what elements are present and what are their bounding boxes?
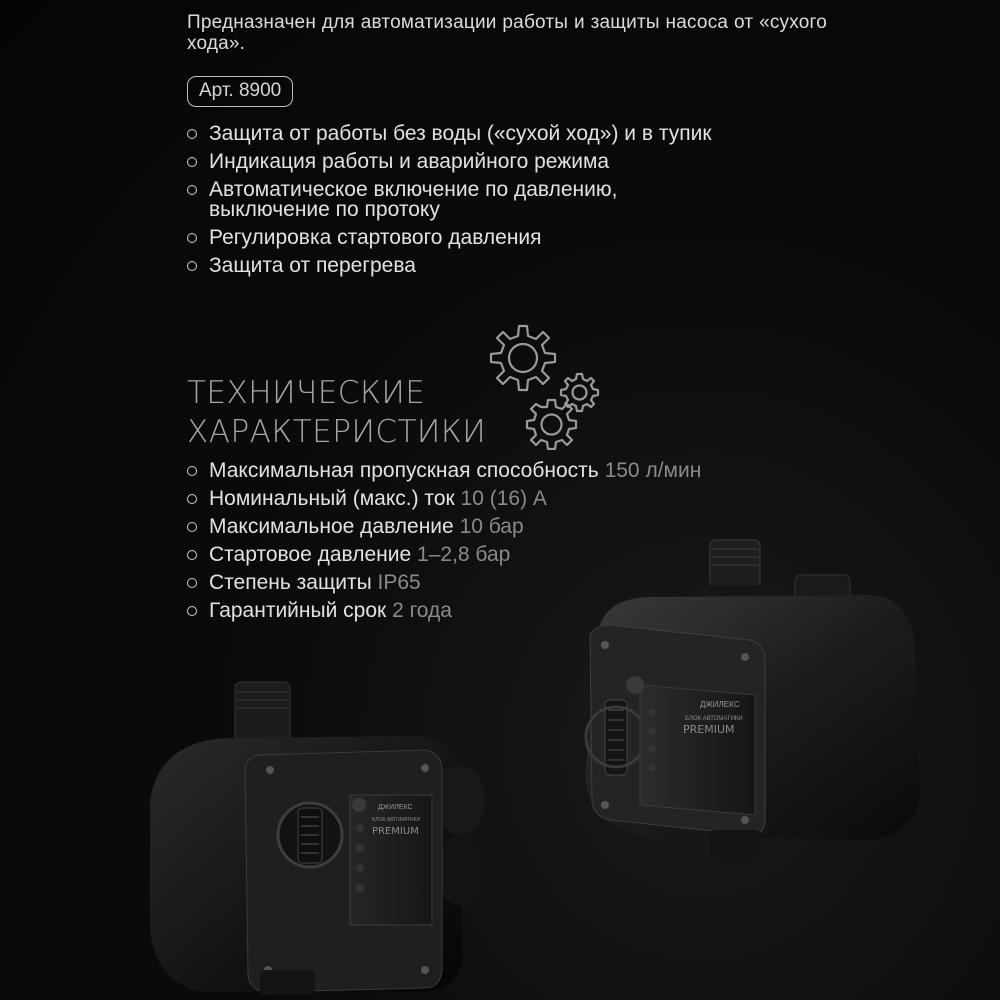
specs-title <box>187 374 486 452</box>
feature-text: Автоматическое включение по давлению, выключение по протоку <box>209 178 618 221</box>
bullet-icon <box>187 606 197 616</box>
product-image-front <box>140 670 500 995</box>
gears-icon <box>478 318 608 450</box>
bullet-icon <box>187 494 197 504</box>
bullet-icon <box>187 522 197 532</box>
bullet-icon <box>187 233 197 243</box>
spec-label: Гарантийный срок <box>209 599 387 622</box>
spec-row <box>187 517 701 537</box>
spec-value: 10 бар <box>459 515 524 538</box>
svg-text:ДЖИЛЕКС: ДЖИЛЕКС <box>378 804 413 811</box>
feature-text: Индикация работы и аварийного режима <box>209 150 610 173</box>
list-item <box>187 152 712 172</box>
spec-label: Номинальный (макс.) ток <box>209 487 455 510</box>
feature-text: Защита от перегрева <box>209 254 416 277</box>
model-label: БЛОК АВТОМАТИКИ <box>685 716 743 722</box>
bullet-icon <box>187 578 197 588</box>
bullet-icon <box>187 466 197 476</box>
spec-value: 10 (16) А <box>460 487 547 510</box>
spec-value: 1–2,8 бар <box>417 543 511 566</box>
intro-text: Предназначен для автоматизации работы и защиты насоса от «сухого хода». <box>187 12 827 54</box>
product-image-back <box>570 535 990 865</box>
list-item <box>187 256 712 276</box>
bullet-icon <box>187 550 197 560</box>
svg-text:БЛОК АВТОМАТИКИ: БЛОК АВТОМАТИКИ <box>372 817 421 823</box>
list-item <box>187 180 709 220</box>
specs-title-line: ТЕХНИЧЕСКИЕ <box>187 375 426 411</box>
article-badge: Арт. 8900 <box>187 76 293 107</box>
model-label: PREMIUM <box>683 723 735 736</box>
spec-value: 2 года <box>392 599 452 622</box>
feature-text: Регулировка стартового давления <box>209 226 542 249</box>
bullet-icon <box>187 261 197 271</box>
list-item <box>187 228 712 248</box>
bullet-icon <box>187 185 197 195</box>
spec-value: 150 л/мин <box>604 459 702 482</box>
bullet-icon <box>187 157 197 167</box>
feature-text: Защита от работы без воды («сухой ход») и в тупик <box>209 122 712 145</box>
spec-label: Максимальная пропускная способность <box>209 459 599 482</box>
bullet-icon <box>187 129 197 139</box>
spec-row <box>187 489 701 509</box>
brand-label: ДЖИЛЕКС <box>700 700 740 709</box>
spec-label: Степень защиты <box>209 571 372 594</box>
specs-title-line: ХАРАКТЕРИСТИКИ <box>187 414 487 450</box>
spec-row <box>187 461 701 481</box>
svg-text:PREMIUM: PREMIUM <box>372 826 419 837</box>
spec-label: Стартовое давление <box>209 543 412 566</box>
feature-list <box>187 124 712 284</box>
list-item <box>187 124 712 144</box>
spec-label: Максимальное давление <box>209 515 454 538</box>
spec-value: IP65 <box>377 571 421 594</box>
